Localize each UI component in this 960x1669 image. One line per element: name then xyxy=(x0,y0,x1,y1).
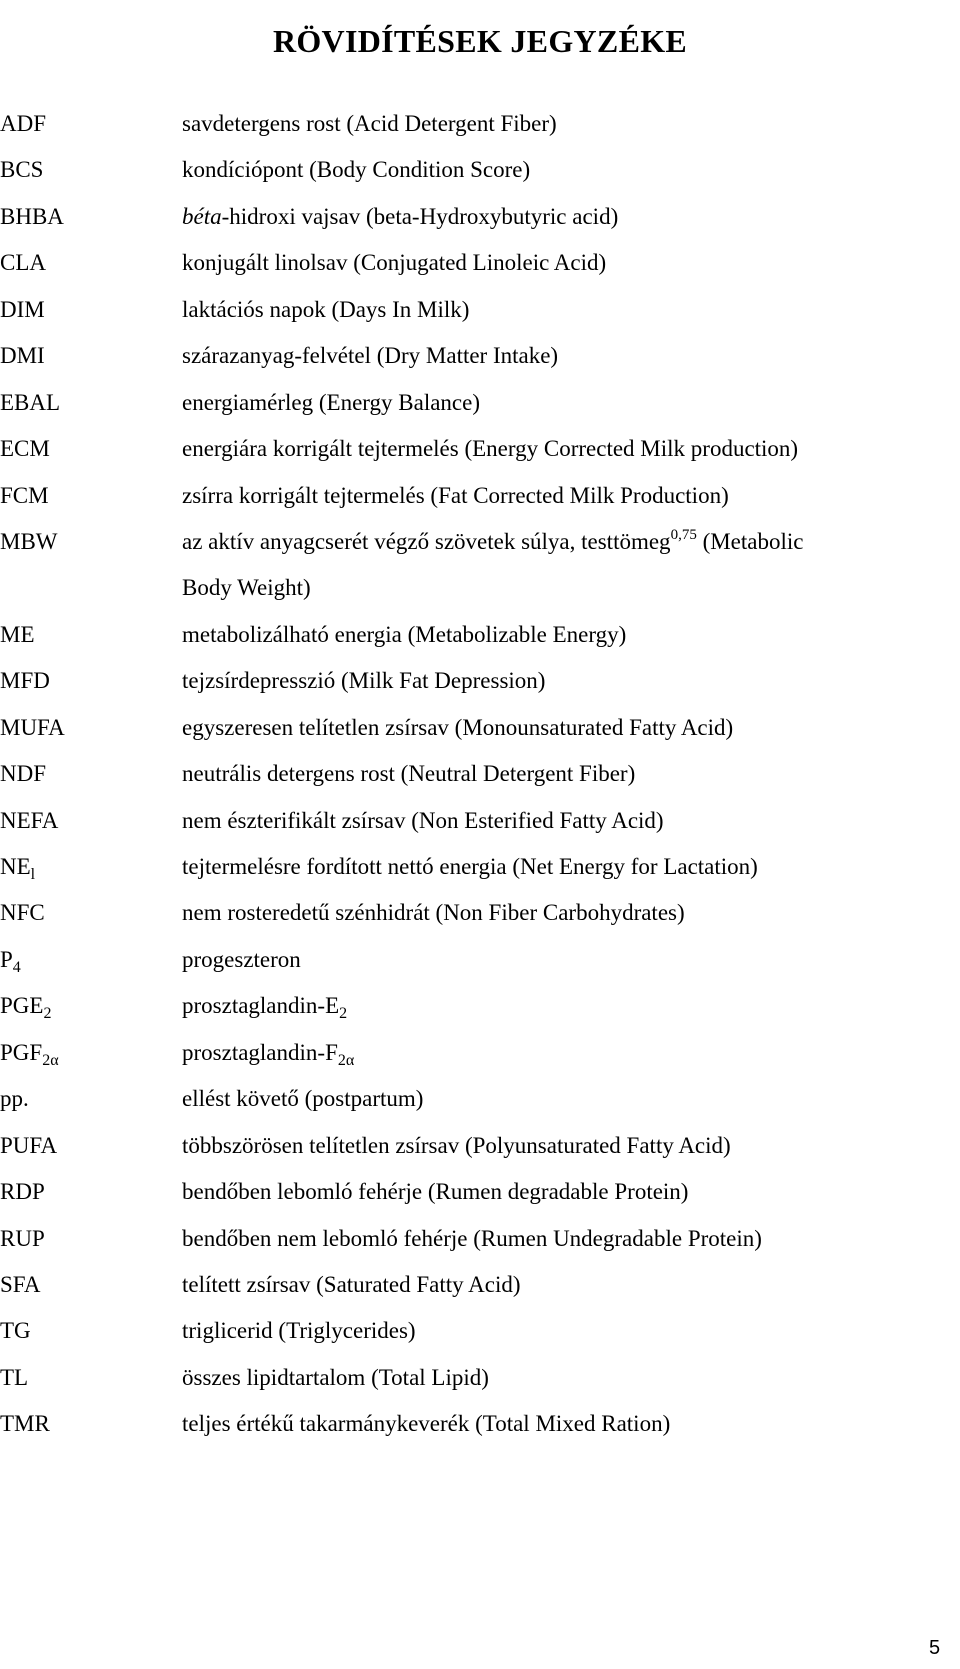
abbreviation-definition xyxy=(182,435,952,462)
abbreviation-term xyxy=(0,899,45,926)
abbreviation-definition xyxy=(182,992,952,1022)
abbreviation-term xyxy=(0,667,50,694)
abbreviation-definition-text: bendőben nem lebomló fehérje (Rumen Undegradable Protein) xyxy=(182,1225,762,1251)
abbreviation-row xyxy=(0,1271,960,1317)
abbreviation-term xyxy=(0,1317,31,1344)
abbreviation-definition-text: metabolizálható energia (Metabolizable Energy) xyxy=(182,621,627,647)
abbreviation-row xyxy=(0,249,960,295)
abbreviation-row xyxy=(0,389,960,435)
abbreviation-definition xyxy=(182,203,952,230)
abbreviation-term xyxy=(0,992,51,1022)
abbreviation-term xyxy=(0,760,46,787)
abbreviation-definition-text: konjugált linolsav (Conjugated Linoleic Acid) xyxy=(182,250,607,276)
abbreviation-row xyxy=(0,899,960,945)
abbreviation-definition-text: teljes értékű takarmánykeverék (Total Mixed Ration) xyxy=(182,1411,671,1437)
abbreviation-definition xyxy=(182,1085,952,1112)
abbreviation-term-subscript: 2α xyxy=(42,1051,59,1069)
abbreviation-definition xyxy=(182,807,952,834)
abbreviation-definition xyxy=(182,621,952,648)
abbreviation-definition-text: prosztaglandin-E xyxy=(182,993,340,1019)
page-number: 5 xyxy=(929,1637,941,1659)
abbreviation-definition xyxy=(182,482,952,509)
abbreviation-term-text: NE xyxy=(0,854,31,880)
abbreviation-term xyxy=(0,1410,50,1437)
abbreviation-term-text: P xyxy=(0,946,13,972)
abbreviation-row xyxy=(0,156,960,202)
abbreviation-definition-text: tejtermelésre fordított nettó energia (Net Energy for Lactation) xyxy=(182,854,758,880)
abbreviation-term-text: ME xyxy=(0,621,35,647)
abbreviation-definition-text: többszörösen telítetlen zsírsav (Polyunsaturated Fatty Acid) xyxy=(182,1132,731,1158)
abbreviation-term-text: TG xyxy=(0,1318,31,1344)
abbreviation-definition-subscript: 2α xyxy=(337,1051,355,1069)
abbreviation-term-subscript: 4 xyxy=(12,958,21,976)
abbreviation-term xyxy=(0,342,45,369)
abbreviation-row xyxy=(0,296,960,342)
abbreviation-row xyxy=(0,435,960,481)
abbreviation-row xyxy=(0,853,960,899)
abbreviation-row xyxy=(0,1132,960,1178)
abbreviation-definition xyxy=(182,853,952,880)
abbreviation-term-subscript: l xyxy=(30,866,36,884)
abbreviation-term-text: FCM xyxy=(0,482,49,508)
abbreviation-term xyxy=(0,1225,45,1252)
abbreviation-definition-text: egyszeresen telítetlen zsírsav (Monounsaturated Fatty Acid) xyxy=(182,714,734,740)
abbreviation-term xyxy=(0,807,58,834)
abbreviation-definition xyxy=(182,1225,952,1252)
abbreviation-row xyxy=(0,1317,960,1363)
abbreviation-row xyxy=(0,203,960,249)
abbreviation-definition xyxy=(182,296,952,323)
abbreviation-term xyxy=(0,714,65,741)
abbreviation-term-text: BCS xyxy=(0,157,44,183)
abbreviation-list xyxy=(0,110,960,1457)
abbreviation-term-text: MBW xyxy=(0,528,58,554)
abbreviation-definition xyxy=(182,342,952,369)
abbreviation-term xyxy=(0,296,45,323)
abbreviation-definition xyxy=(182,667,952,694)
abbreviation-term xyxy=(0,621,35,648)
abbreviation-term-text: ECM xyxy=(0,436,50,462)
abbreviation-term xyxy=(0,389,60,416)
abbreviation-definition-italic: béta xyxy=(182,203,222,229)
abbreviation-term-text: PGE xyxy=(0,993,44,1019)
abbreviation-definition-text: kondíciópont (Body Condition Score) xyxy=(182,157,531,183)
abbreviation-term-text: NFC xyxy=(0,900,45,926)
abbreviation-term-text: MFD xyxy=(0,668,50,694)
abbreviation-term-text: BHBA xyxy=(0,203,64,229)
abbreviation-definition-text: telített zsírsav (Saturated Fatty Acid) xyxy=(182,1271,521,1297)
abbreviation-definition-text: energiára korrigált tejtermelés (Energy Corrected Milk production) xyxy=(182,436,799,462)
abbreviation-definition xyxy=(182,1271,952,1298)
abbreviation-term xyxy=(0,203,64,230)
abbreviation-definition xyxy=(182,946,952,973)
abbreviation-definition-text: -hidroxi vajsav (beta-Hydroxybutyric acid) xyxy=(221,203,619,229)
abbreviation-row xyxy=(0,714,960,760)
abbreviation-definition-text: laktációs napok (Days In Milk) xyxy=(182,296,470,322)
abbreviation-term-text: DIM xyxy=(0,296,45,322)
abbreviation-definition-subscript: 2 xyxy=(339,1005,348,1023)
abbreviation-row xyxy=(0,1085,960,1131)
abbreviation-definition-superscript: 0,75 xyxy=(670,526,697,543)
abbreviation-term-text: RUP xyxy=(0,1225,45,1251)
abbreviation-row xyxy=(0,992,960,1038)
abbreviation-term-text: CLA xyxy=(0,250,46,276)
abbreviation-definition xyxy=(182,110,952,137)
abbreviation-row xyxy=(0,1410,960,1456)
abbreviation-definition-text-after: (Metabolic xyxy=(696,528,804,554)
abbreviation-row xyxy=(0,760,960,806)
abbreviation-definition xyxy=(182,714,952,741)
abbreviation-term xyxy=(0,435,50,462)
abbreviation-row xyxy=(0,1364,960,1410)
abbreviation-row xyxy=(0,1039,960,1085)
abbreviation-row xyxy=(0,946,960,992)
abbreviation-term-text: PUFA xyxy=(0,1132,58,1158)
abbreviation-definition xyxy=(182,1178,952,1205)
abbreviation-term-text: pp. xyxy=(0,1086,29,1112)
abbreviation-definition xyxy=(182,1039,952,1069)
abbreviation-row xyxy=(0,342,960,388)
abbreviation-term-subscript: 2 xyxy=(43,1005,52,1023)
abbreviation-definition xyxy=(182,1317,952,1344)
abbreviation-term xyxy=(0,528,58,555)
abbreviation-row xyxy=(0,110,960,156)
abbreviation-term xyxy=(0,110,46,137)
abbreviation-definition-text: az aktív anyagcserét végző szövetek súlya, testtömeg xyxy=(182,528,671,554)
abbreviation-term xyxy=(0,1039,59,1069)
abbreviation-definition-text: triglicerid (Triglycerides) xyxy=(182,1318,416,1344)
abbreviation-term xyxy=(0,156,43,183)
abbreviation-row xyxy=(0,528,960,621)
abbreviation-definition-text: tejzsírdepresszió (Milk Fat Depression) xyxy=(182,668,546,694)
abbreviation-row xyxy=(0,621,960,667)
abbreviation-definition-text: ellést követő (postpartum) xyxy=(182,1086,424,1112)
abbreviation-row xyxy=(0,1225,960,1271)
abbreviation-definition-text: prosztaglandin-F xyxy=(182,1039,338,1065)
abbreviation-definition xyxy=(182,249,952,276)
abbreviation-definition-text: összes lipidtartalom (Total Lipid) xyxy=(182,1364,489,1390)
abbreviation-term xyxy=(0,946,21,976)
abbreviation-definition-text: savdetergens rost (Acid Detergent Fiber) xyxy=(182,111,557,136)
abbreviation-term-text: NDF xyxy=(0,761,47,787)
abbreviation-definition-text: neutrális detergens rost (Neutral Detergent Fiber) xyxy=(182,761,636,787)
abbreviation-definition-text: progeszteron xyxy=(182,946,301,972)
abbreviation-definition-text: energiamérleg (Energy Balance) xyxy=(182,389,481,415)
abbreviation-definition xyxy=(182,389,952,416)
abbreviation-definition xyxy=(182,1364,952,1391)
abbreviation-definition xyxy=(182,760,952,787)
abbreviation-row xyxy=(0,482,960,528)
abbreviation-definition xyxy=(182,1132,952,1159)
abbreviation-definition-continuation: Body Weight) xyxy=(182,575,311,601)
abbreviation-definition xyxy=(182,528,952,559)
abbreviation-term-text: NEFA xyxy=(0,807,59,833)
abbreviation-term-text: ADF xyxy=(0,111,47,136)
abbreviation-term xyxy=(0,1178,45,1205)
abbreviation-term-text: DMI xyxy=(0,343,45,369)
abbreviation-term xyxy=(0,853,35,883)
abbreviation-definition xyxy=(182,899,952,926)
abbreviation-term xyxy=(0,1132,57,1159)
abbreviation-term-text: TMR xyxy=(0,1411,50,1437)
page-title: RÖVIDÍTÉSEK JEGYZÉKE xyxy=(272,23,688,60)
abbreviation-definition xyxy=(182,1410,952,1437)
abbreviation-term-text: TL xyxy=(0,1364,29,1390)
abbreviation-row xyxy=(0,667,960,713)
abbreviation-definition xyxy=(182,156,952,183)
abbreviation-term-text: RDP xyxy=(0,1179,45,1205)
abbreviation-term-text: MUFA xyxy=(0,714,65,740)
abbreviation-row xyxy=(0,807,960,853)
abbreviation-term xyxy=(0,482,49,509)
abbreviation-term-text: PGF xyxy=(0,1039,43,1065)
abbreviation-definition-text: zsírra korrigált tejtermelés (Fat Corrected Milk Production) xyxy=(182,482,729,508)
abbreviation-definition-text: nem rosteredetű szénhidrát (Non Fiber Carbohydrates) xyxy=(182,900,685,926)
abbreviation-term xyxy=(0,1364,28,1391)
abbreviation-definition-text: bendőben lebomló fehérje (Rumen degradable Protein) xyxy=(182,1179,689,1205)
abbreviation-row xyxy=(0,1178,960,1224)
abbreviation-term xyxy=(0,1085,29,1112)
abbreviation-definition-text: nem észterifikált zsírsav (Non Esterified Fatty Acid) xyxy=(182,807,664,833)
abbreviation-definition-text: szárazanyag-felvétel (Dry Matter Intake) xyxy=(182,343,559,369)
abbreviation-term-text: EBAL xyxy=(0,389,61,415)
abbreviation-term-text: SFA xyxy=(0,1271,41,1297)
abbreviation-term xyxy=(0,249,46,276)
abbreviation-term xyxy=(0,1271,41,1298)
